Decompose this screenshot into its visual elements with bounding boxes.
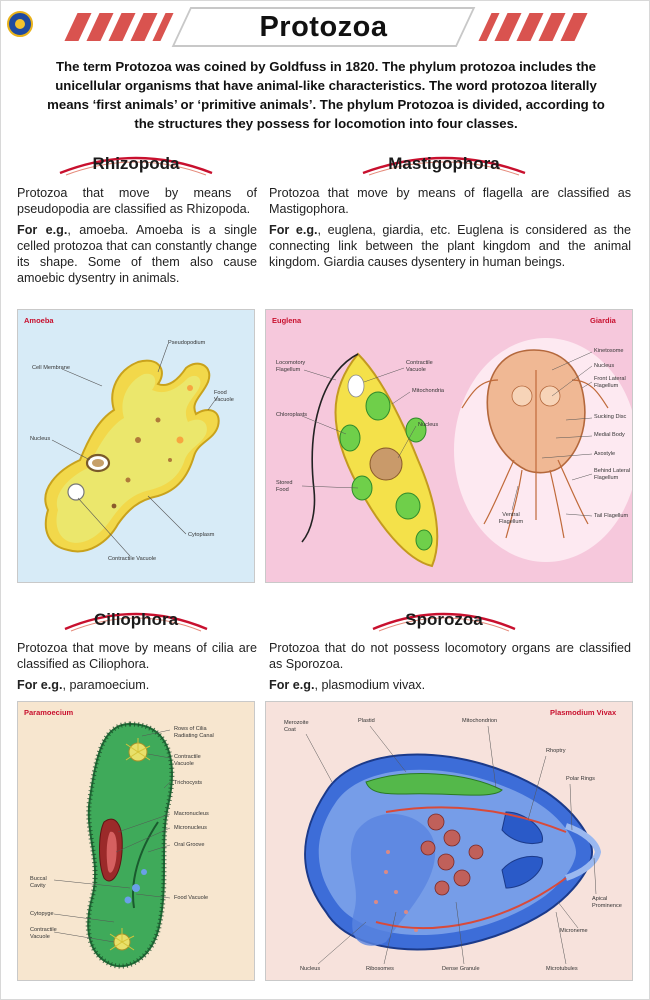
label-ventral-flagellum: Ventral Flagellum [498,512,524,525]
euglena-giardia-illustration [266,310,633,583]
label-sucking-disc: Sucking Disc [594,414,627,420]
rhizopoda-text [17,185,257,291]
label-cell-membrane: Cell Membrane [32,365,70,371]
eg-prefix: For e.g. [269,223,318,237]
label-oral-groove: Oral Groove [174,842,205,848]
label-nucleus: Nucleus [300,966,321,972]
label-polar-rings: Polar Rings [566,776,595,782]
label-nucleus: Nucleus [30,436,51,442]
label-buccal-cavity: Buccal Cavity [30,876,47,889]
giardia-tag: Giardia [590,316,616,325]
sporozoa-text [269,640,631,698]
definition: Protozoa that move by means of pseudopodia are classified as Rhizopoda. [17,186,257,216]
definition: Protozoa that move by means of flagella are classified as Mastigophora. [269,186,631,216]
mastigophora-heading [359,149,529,177]
heading-label: Ciliophora [93,610,179,629]
example-text: , paramoecium. [62,678,150,692]
label-macronucleus: Macronucleus [174,811,209,817]
plasmodium-illustration [266,702,633,981]
label-giardia-nucleus: Nucleus [594,363,615,369]
label-microneme: Microneme [560,928,588,934]
heading-label: Mastigophora [388,154,500,173]
eg-prefix: For e.g. [17,678,63,692]
label-mitochondria: Mitochondria [412,388,445,394]
example-text: , plasmodium vivax. [314,678,426,692]
plasmodium-diagram [265,701,633,981]
label-merozoite-coat: Merozoite Coat [284,720,309,733]
label-contractile-vacuole-bottom: Contractile Vacuole [30,927,57,940]
label-apical-prominence: Apical Prominence [592,896,622,909]
label-behind-lateral-flagellum: Behind Lateral Flagellum [594,468,631,481]
example [269,222,631,270]
heading-label: Rhizopoda [92,154,180,173]
label-front-lateral-flagellum: Front Lateral Flagellum [594,376,626,389]
label-dense-granule: Dense Granule [442,966,480,972]
label-tail-flagellum: Tail Flagellum [594,513,629,519]
definition: Protozoa that move by means of cilia are classified as Ciliophora. [17,641,257,671]
label-radiating-canal: Radiating Canal [174,733,214,739]
label-plastid: Plastid [358,718,375,724]
publisher-logo-icon [7,11,33,37]
eg-prefix: For e.g. [269,678,315,692]
intro-paragraph: The term Protozoa was coined by Goldfuss in 1820. The phylum protozoa includes the unicellular organisms that have animal-like characteristics. The word protozoa literally means ‘first animals’ or ‘primitive animals’. The phylum Protozoa is divided, according to the structures they possess for locomotion into four classes. [47,59,605,131]
label-contractile-vacuole-top: Contractile Vacuole [174,754,201,767]
label-trichocysts: Trichocysts [174,780,203,786]
header-stripe [560,13,587,41]
label-contractile-vacuole: Contractile Vacuole [406,360,433,373]
diagram-tag: Plasmodium Vivax [550,708,617,717]
ciliophora-text [17,640,257,698]
euglena-giardia-diagram [265,309,633,583]
label-chloroplasts: Chloroplasts [276,412,308,418]
euglena-tag: Euglena [272,316,302,325]
diagram-tag: Amoeba [24,316,54,325]
label-rows-of-cilia: Rows of Cilia [174,726,207,732]
heading-label: Sporozoa [405,610,483,629]
amoeba-illustration [18,310,255,583]
label-kinetosome: Kinetosome [594,348,624,354]
label-ribosomes: Ribosomes [366,966,394,972]
label-microtubules: Microtubules [546,966,578,972]
example [17,677,257,693]
header [1,1,650,51]
example [269,677,631,693]
sporozoa-heading [369,605,519,633]
label-cytopyge: Cytopyge [30,911,54,917]
label-medial-body: Medial Body [594,432,625,438]
definition: Protozoa that do not possess locomotory organs are classified as Sporozoa. [269,641,631,671]
paramoecium-diagram [17,701,255,981]
label-contractile-vacuole: Contractile Vacuole [108,556,157,562]
diagram-tag: Paramoecium [24,708,74,717]
rhizopoda-heading [56,149,216,177]
label-micronucleus: Micronucleus [174,825,207,831]
label-pseudopodium: Pseudopodium [168,340,206,346]
example-text: , amoeba. Amoeba is a single celled protozoa that can constantly change its shape. Some of them also cause amoebic dysentry in animals. [17,223,257,285]
label-mitochondrion: Mitochondrion [462,718,498,724]
label-axostyle: Axostyle [594,451,616,457]
label-cytoplasm: Cytoplasm [188,532,215,538]
label-food-vacuole: Food Vacuole [174,895,209,901]
ciliophora-heading [61,605,211,633]
label-food-vacuole: Food Vacuole [214,390,234,403]
label-stored-food: Stored Food [276,480,293,493]
mastigophora-text [269,185,631,275]
label-locomotory-flagellum: Locomotory Flagellum [276,360,306,373]
example [17,222,257,286]
example-text: , euglena, giardia, etc. Euglena is considered as the connecting link between the plant kingdom and the animal kingdom. Giardia causes dysentery in human beings. [269,223,631,269]
amoeba-diagram [17,309,255,583]
label-nucleus: Nucleus [418,422,439,428]
label-rhoptry: Rhoptry [546,748,566,754]
page-title: Protozoa [259,10,388,43]
header-stripe [152,13,173,41]
eg-prefix: For e.g. [17,223,68,237]
